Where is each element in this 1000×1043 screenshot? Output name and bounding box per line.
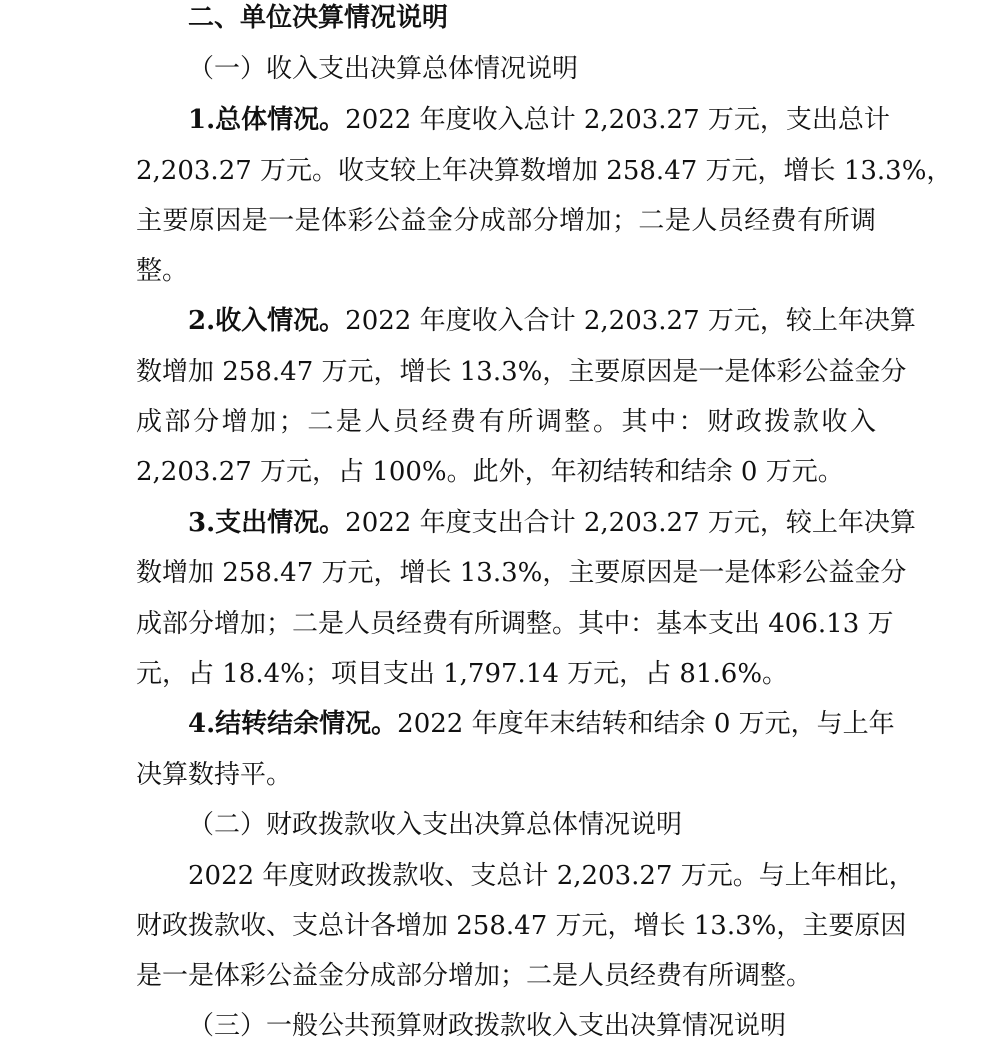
subsection-title-3: （三）一般公共预算财政拨款收入支出决算情况说明 [188, 1011, 787, 1041]
paragraph-2-line-2: 数增加 258.47 万元，增长 13.3%，主要原因是一是体彩公益金分 [136, 357, 907, 387]
paragraph-4-line-2: 决算数持平。 [136, 760, 293, 790]
paragraph-4-text-1: 2022 年度年末结转和结余 0 万元，与上年 [397, 709, 895, 739]
paragraph-3-line-3: 成部分增加；二是人员经费有所调整。其中：基本支出 406.13 万 [136, 609, 894, 639]
paragraph-1-line-2: 2,203.27 万元。收支较上年决算数增加 258.47 万元，增长 13.3%， [136, 156, 953, 186]
subsection-title-1: （一）收入支出决算总体情况说明 [188, 54, 579, 84]
paragraph-1-lead: 1.总体情况。 [188, 105, 346, 135]
paragraph-1-line-4: 整。 [136, 256, 189, 286]
paragraph-3-line-1 [188, 506, 916, 540]
paragraph-3-line-2: 数增加 258.47 万元，增长 13.3%，主要原因是一是体彩公益金分 [136, 558, 907, 588]
paragraph-3-line-4: 元，占 18.4%；项目支出 1,797.14 万元，占 81.6%。 [136, 659, 789, 689]
paragraph-2-line-3: 成部分增加；二是人员经费有所调整。其中：财政拨款收入 [136, 407, 876, 437]
section-2-line-3: 是一是体彩公益金分成部分增加；二是人员经费有所调整。 [136, 961, 813, 991]
section-2-line-2: 财政拨款收、支总计各增加 258.47 万元，增长 13.3%，主要原因 [136, 911, 907, 941]
paragraph-1-line-3: 主要原因是一是体彩公益金分成部分增加；二是人员经费有所调 [136, 206, 876, 236]
paragraph-2-lead: 2.收入情况。 [188, 306, 346, 336]
paragraph-1-text-1: 2022 年度收入总计 2,203.27 万元，支出总计 [345, 105, 890, 135]
paragraph-1-line-1 [188, 103, 890, 137]
section-heading: 二、单位决算情况说明 [188, 3, 449, 33]
section-2-line-1: 2022 年度财政拨款收、支总计 2,203.27 万元。与上年相比， [188, 861, 915, 891]
paragraph-4-line-1 [188, 707, 895, 741]
paragraph-3-text-1: 2022 年度支出合计 2,203.27 万元，较上年决算 [345, 508, 916, 538]
paragraph-2-line-1 [188, 304, 916, 338]
paragraph-4-lead: 4.结转结余情况。 [188, 709, 398, 739]
paragraph-2-text-1: 2022 年度收入合计 2,203.27 万元，较上年决算 [345, 306, 916, 336]
paragraph-3-lead: 3.支出情况。 [188, 508, 346, 538]
subsection-title-2: （二）财政拨款收入支出决算总体情况说明 [188, 810, 683, 840]
paragraph-2-line-4: 2,203.27 万元，占 100%。此外，年初结转和结余 0 万元。 [136, 457, 844, 487]
